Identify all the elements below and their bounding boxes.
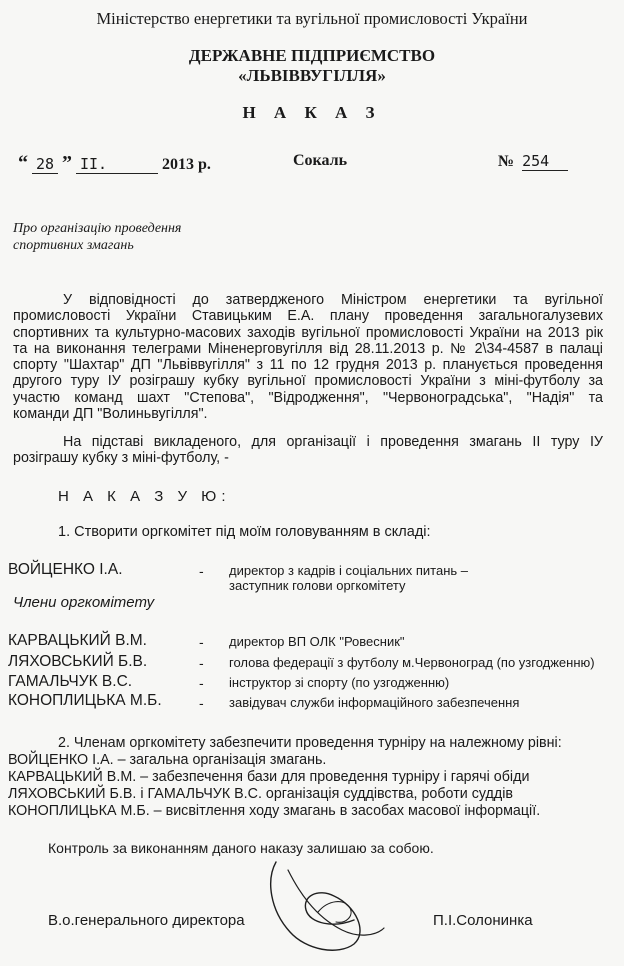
item-2-line: КОНОПЛИЦЬКА М.Б. – висвітлення ходу змагань в засобах масової інформації. xyxy=(8,803,541,819)
subject-line: спортивних змагань xyxy=(13,238,134,253)
chair-role: директор з кадрів і соціальних питань – xyxy=(229,563,469,578)
item-2-line: ВОЙЦЕНКО І.А. – загальна організація змагань. xyxy=(8,752,327,768)
item-2-heading: 2. Членам оргкомітету забезпечити проведення турніру на належному рівні: xyxy=(58,735,562,751)
control-statement: Контроль за виконанням даного наказу залишаю за собою. xyxy=(48,840,434,856)
member-name: ЛЯХОВСЬКИЙ Б.В. xyxy=(8,653,148,670)
order-date xyxy=(18,152,211,175)
signatory-position: В.о.генерального директора xyxy=(48,912,245,929)
preamble-line: У відповідності до затвердженого Міністром енергетики та вугільної xyxy=(63,292,603,308)
signatory-name: П.І.Солонинка xyxy=(433,912,533,929)
enterprise-name: «ЛЬВІВВУГІЛЛЯ» xyxy=(238,66,386,85)
close-quote: ” xyxy=(62,152,72,174)
basis-line: розіграшу кубку з міні-футболу, - xyxy=(13,450,229,467)
member-role: голова федерації з футболу м.Червоноград (по узгодженню) xyxy=(229,655,595,670)
member-dash: - xyxy=(199,634,204,650)
order-heading: Н А К А З У Ю: xyxy=(58,488,231,505)
member-role: завідувач служби інформаційного забезпечення xyxy=(229,695,520,710)
order-subject xyxy=(13,220,273,254)
subject-line: Про організацію проведення xyxy=(13,221,182,236)
chair-role: заступник голови оргкомітету xyxy=(229,578,406,593)
open-quote: “ xyxy=(18,152,28,174)
chair-name: ВОЙЦЕНКО І.А. xyxy=(8,561,123,578)
member-role: інструктор зі спорту (по узгодженню) xyxy=(229,675,450,690)
basis-paragraph xyxy=(13,434,603,467)
handwritten-signature xyxy=(258,840,408,960)
order-city: Сокаль xyxy=(293,152,348,169)
member-dash: - xyxy=(199,655,204,671)
member-name: КАРВАЦЬКИЙ В.М. xyxy=(8,632,147,649)
enterprise-type: ДЕРЖАВНЕ ПІДПРИЄМСТВО xyxy=(188,46,436,65)
member-dash: - xyxy=(199,695,204,711)
order-item-2 xyxy=(8,735,608,820)
order-month: II. xyxy=(76,155,158,174)
number-sign: № xyxy=(498,153,515,170)
preamble-line: промисловості України Ставицьким Е.А. плану проведення загальногалузевих xyxy=(13,308,603,325)
order-item-1: 1. Створити оргкомітет під моїм головуванням в складі: xyxy=(58,524,431,540)
item-2-line: ЛЯХОВСЬКИЙ Б.В. і ГАМАЛЬЧУК В.С. організація суддівства, роботи суддів xyxy=(8,786,513,802)
document-title: Н А К А З xyxy=(242,103,382,122)
preamble-line: участю команд шахт "Степова", "Відродження", "Червоноградська", "Надія" та xyxy=(13,389,603,406)
order-year: 2013 р. xyxy=(162,156,211,173)
preamble-line: другого туру ІУ розіграшу кубку вугільної промисловості України з міні-футболу за xyxy=(13,373,603,390)
chair-dash: - xyxy=(199,563,204,579)
preamble-paragraph xyxy=(13,292,603,422)
member-name: ГАМАЛЬЧУК В.С. xyxy=(8,673,133,690)
preamble-line: спортивних та культурно-масових заходів вугільної промисловості України на 2013 рік xyxy=(13,324,603,341)
preamble-line: та на виконання телеграми Міненерговугілля від 28.11.2013 р. № 2\34-4587 в палаці xyxy=(13,340,603,357)
basis-line: На підставі викладеного, для організації і проведення змагань ІІ туру ІУ xyxy=(63,434,603,450)
order-number xyxy=(498,152,568,171)
order-number-value: 254 xyxy=(522,152,568,171)
member-name: КОНОПЛИЦЬКА М.Б. xyxy=(8,692,162,709)
order-day: 28 xyxy=(32,155,58,174)
item-2-line: КАРВАЦЬКИЙ В.М. – забезпечення бази для проведення турніру і гарячі обіди xyxy=(8,769,530,785)
preamble-line: спорту "Шахтар" ДП "Львіввугілля" з 11 по 12 грудня 2013 р. планується проведення xyxy=(13,357,603,374)
ministry-name: Міністерство енергетики та вугільної промисловості України xyxy=(96,9,528,28)
members-label: Члени оргкомітету xyxy=(13,594,155,611)
member-dash: - xyxy=(199,675,204,691)
member-role: директор ВП ОЛК "Ровесник" xyxy=(229,634,405,649)
preamble-line: команди ДП "Волиньвугілля". xyxy=(13,406,208,423)
